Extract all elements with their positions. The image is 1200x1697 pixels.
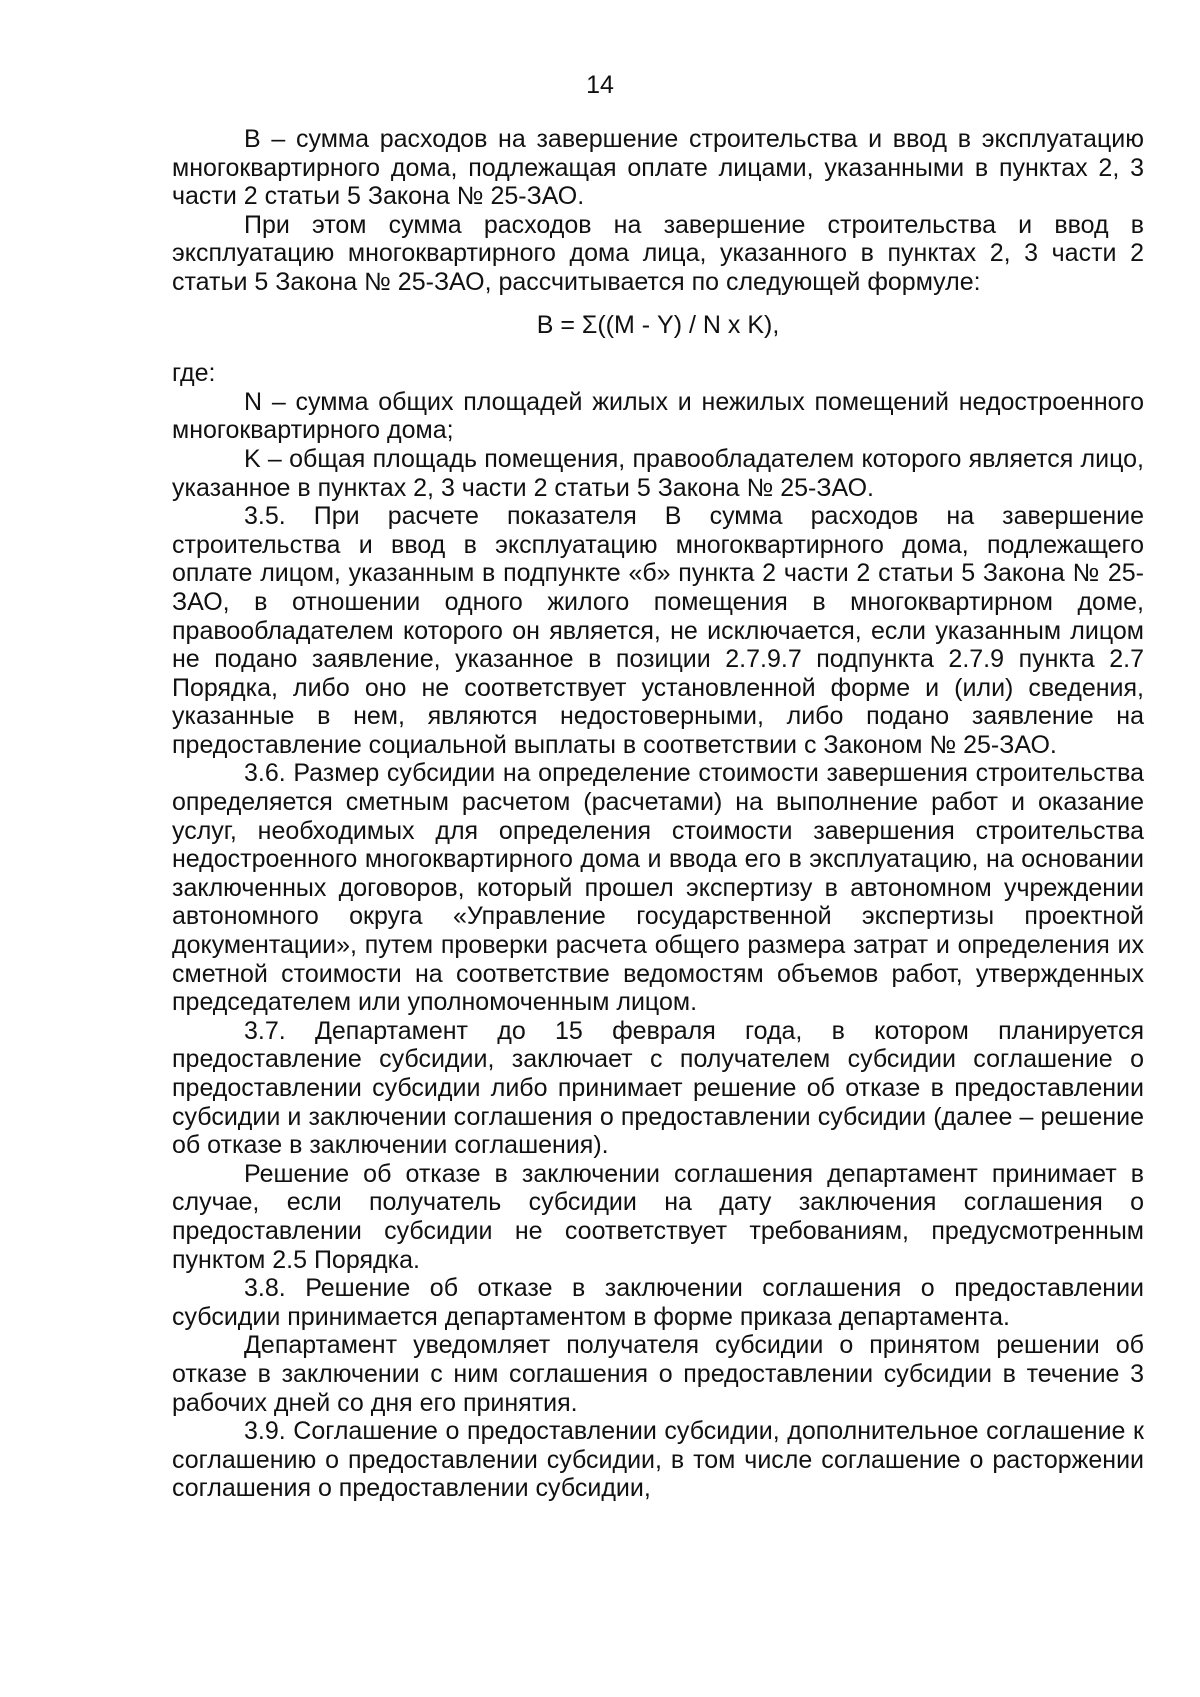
paragraph-3-6: 3.6. Размер субсидии на определение стоимости завершения строительства определяется сметным расчетом (расчетами) на выполнение работ и оказание услуг, необходимых для определения стоимости завершения строительства недостроенного многоквартирного дома и ввода его в эксплуатацию, на основании заключенных договоров, который прошел экспертизу в автономном учреждении автономного округа «Управление государственной экспертизы проектной документации», путем проверки расчета общего размера затрат и определения их сметной стоимости на соответствие ведомостям объемов работ, утвержденных председателем или уполномоченным лицом.	[172, 759, 1144, 1017]
paragraph-formula-intro: При этом сумма расходов на завершение строительства и ввод в эксплуатацию многоквартирного дома лица, указанного в пунктах 2, 3 части 2 статьи 5 Закона № 25-ЗАО, рассчитывается по следующей формуле:	[172, 210, 1144, 296]
paragraph-b-definition: В – сумма расходов на завершение строительства и ввод в эксплуатацию многоквартирного дома, подлежащая оплате лицами, указанными в пунктах 2, 3 части 2 статьи 5 Закона № 25-ЗАО.	[172, 125, 1144, 211]
paragraph-notification: Департамент уведомляет получателя субсидии о принятом решении об отказе в заключении с ним соглашения о предоставлении субсидии в течение 3 рабочих дней со дня его принятия.	[172, 1331, 1144, 1417]
paragraph-3-7: 3.7. Департамент до 15 февраля года, в котором планируется предоставление субсидии, заключает с получателем субсидии соглашение о предоставлении субсидии либо принимает решение об отказе в предоставлении субсидии и заключении соглашения о предоставлении субсидии (далее – решение об отказе в заключении соглашения).	[172, 1016, 1144, 1160]
document-body	[172, 125, 1144, 1503]
paragraph-k-definition: K – общая площадь помещения, правообладателем которого является лицо, указанное в пунктах 2, 3 части 2 статьи 5 Закона № 25-ЗАО.	[172, 444, 1144, 502]
paragraph-3-5: 3.5. При расчете показателя В сумма расходов на завершение строительства и ввод в эксплуатацию многоквартирного дома, подлежащего оплате лицом, указанным в подпункте «б» пункта 2 части 2 статьи 5 Закона № 25-ЗАО, в отношении одного жилого помещения в многоквартирном доме, правообладателем которого он является, не исключается, если указанным лицом не подано заявление, указанное в позиции 2.7.9.7 подпункта 2.7.9 пункта 2.7 Порядка, либо оно не соответствует установленной форме и (или) сведения, указанные в нем, являются недостоверными, либо подано заявление на предоставление социальной выплаты в соответствии с Законом № 25-ЗАО.	[172, 502, 1144, 759]
paragraph-3-8: 3.8. Решение об отказе в заключении соглашения о предоставлении субсидии принимается департаментом в форме приказа департамента.	[172, 1274, 1144, 1331]
formula-where-label: где:	[172, 359, 216, 388]
formula: В = Σ((М - Y) / N x K),	[536, 310, 780, 339]
paragraph-n-definition: N – сумма общих площадей жилых и нежилых помещений недостроенного многоквартирного дома;	[172, 387, 1144, 445]
paragraph-3-9: 3.9. Соглашение о предоставлении субсидии, дополнительное соглашение к соглашению о предоставлении субсидии, в том числе соглашение о расторжении соглашения о предоставлении субсидии,	[172, 1417, 1144, 1503]
page-number: 14	[586, 71, 614, 99]
paragraph-refusal-decision: Решение об отказе в заключении соглашения департамент принимает в случае, если получатель субсидии на дату заключения соглашения о предоставлении субсидии не соответствует требованиям, предусмотренным пунктом 2.5 Порядка.	[172, 1159, 1144, 1274]
